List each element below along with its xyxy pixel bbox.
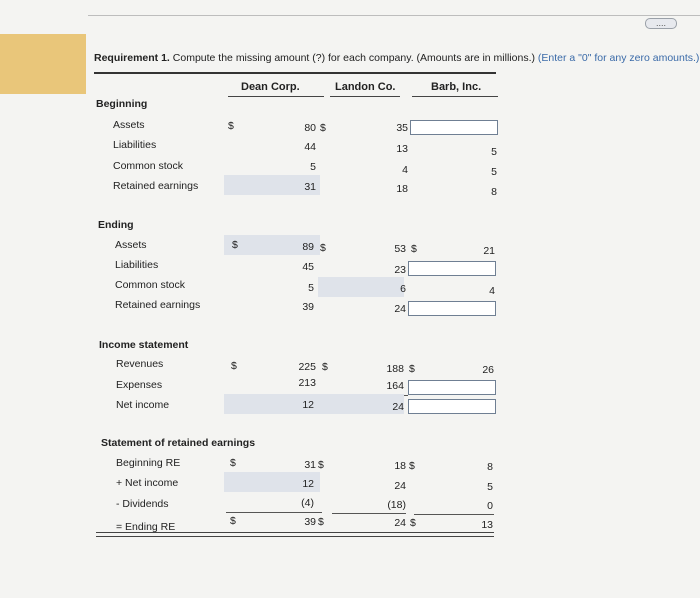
section-title-ending: Ending xyxy=(98,219,134,231)
dollar-sign: $ xyxy=(232,239,238,251)
requirement-hint: (Enter a "0" for any zero amounts.) xyxy=(534,52,700,64)
value-landon: 188 xyxy=(386,363,404,375)
value-dean: 44 xyxy=(304,141,316,153)
value-landon: 24 xyxy=(394,517,406,529)
section-title-statement-retained-earnings: Statement of retained earnings xyxy=(101,437,256,449)
value-dean: 12 xyxy=(302,478,314,490)
answer-input-barb-ending-retained-earnings[interactable] xyxy=(408,301,496,316)
section-title-income-statement: Income statement xyxy=(99,339,189,351)
row-label: Common stock xyxy=(113,160,184,172)
value-dean: 225 xyxy=(298,361,316,373)
value-dean: 39 xyxy=(304,516,316,528)
requirement-instruction xyxy=(94,52,699,64)
value-barb: 26 xyxy=(482,364,494,376)
dollar-sign: $ xyxy=(318,516,324,528)
row-label: Liabilities xyxy=(113,139,157,151)
col-header-dean: Dean Corp. xyxy=(241,81,300,93)
row-label: + Net income xyxy=(116,477,179,489)
row-label: Assets xyxy=(115,239,147,251)
value-landon: 4 xyxy=(402,164,408,176)
row-label: Common stock xyxy=(115,279,186,291)
value-barb: 0 xyxy=(487,500,493,512)
value-dean: 213 xyxy=(298,377,316,389)
value-dean: 31 xyxy=(304,181,316,193)
value-barb: 5 xyxy=(491,166,497,178)
value-landon: 18 xyxy=(396,183,408,195)
col-header-barb: Barb, Inc. xyxy=(431,81,482,93)
total-rule xyxy=(332,513,406,514)
value-landon: 24 xyxy=(394,480,406,492)
col-header-landon: Landon Co. xyxy=(335,81,396,93)
row-label: Net income xyxy=(116,399,170,411)
value-barb: 21 xyxy=(483,245,495,257)
value-barb: 5 xyxy=(491,146,497,158)
value-barb: 8 xyxy=(491,186,497,198)
bottom-double-rule xyxy=(96,532,494,537)
dollar-sign: $ xyxy=(228,120,234,132)
answer-input-barb-beginning-assets[interactable] xyxy=(410,120,498,135)
row-label: Revenues xyxy=(116,358,164,370)
row-label: Liabilities xyxy=(115,259,159,271)
value-dean: 5 xyxy=(308,282,314,294)
dollar-sign: $ xyxy=(231,360,237,372)
dollar-sign: $ xyxy=(322,361,328,373)
value-barb: 4 xyxy=(489,285,495,297)
value-landon: 35 xyxy=(396,122,408,134)
value-landon: 24 xyxy=(392,401,404,413)
value-landon: 164 xyxy=(386,380,404,392)
answer-input-barb-expenses[interactable] xyxy=(408,380,496,395)
value-dean: 80 xyxy=(304,122,316,134)
answer-input-barb-ending-liabilities[interactable] xyxy=(408,261,496,276)
value-landon: 24 xyxy=(394,303,406,315)
dollar-sign: $ xyxy=(409,363,415,375)
value-dean: 5 xyxy=(310,161,316,173)
dollar-sign: $ xyxy=(230,515,236,527)
value-dean: 39 xyxy=(302,301,314,313)
header-rule xyxy=(94,72,496,74)
section-title-beginning: Beginning xyxy=(96,98,148,110)
total-rule xyxy=(226,512,322,513)
value-dean: 45 xyxy=(302,261,314,273)
value-dean: 12 xyxy=(302,399,314,411)
total-rule xyxy=(414,514,494,515)
value-landon: 18 xyxy=(394,460,406,472)
requirement-tab xyxy=(0,34,86,94)
value-barb: 5 xyxy=(487,481,493,493)
value-dean: 89 xyxy=(302,241,314,253)
answer-input-barb-net-income[interactable] xyxy=(408,399,496,414)
value-dean: (4) xyxy=(301,497,314,509)
row-label: Expenses xyxy=(116,379,163,391)
value-landon: 53 xyxy=(394,243,406,255)
dollar-sign: $ xyxy=(318,459,324,471)
requirement-text: Compute the missing amount (?) for each company. (Amounts are in millions.) xyxy=(169,52,535,64)
dollar-sign: $ xyxy=(410,517,416,529)
col-underline-barb xyxy=(412,96,498,97)
col-underline-landon xyxy=(330,96,400,97)
value-landon: 6 xyxy=(400,283,406,295)
col-underline-dean xyxy=(228,96,324,97)
value-dean: 31 xyxy=(304,459,316,471)
requirement-title: Requirement 1. xyxy=(94,52,170,64)
row-label: Retained earnings xyxy=(113,180,199,192)
row-label: = Ending RE xyxy=(116,521,176,533)
dollar-sign: $ xyxy=(230,457,236,469)
top-divider xyxy=(88,15,700,16)
dollar-sign: $ xyxy=(320,122,326,134)
value-landon: 13 xyxy=(396,143,408,155)
row-label: - Dividends xyxy=(116,498,169,510)
row-label: Retained earnings xyxy=(115,299,201,311)
dollar-sign: $ xyxy=(409,460,415,472)
value-barb: 13 xyxy=(481,519,493,531)
more-button[interactable]: .... xyxy=(645,18,677,29)
value-barb: 8 xyxy=(487,461,493,473)
dollar-sign: $ xyxy=(411,243,417,255)
row-label: Beginning RE xyxy=(116,457,181,469)
value-landon: 23 xyxy=(394,264,406,276)
row-label: Assets xyxy=(113,119,145,131)
dollar-sign: $ xyxy=(320,242,326,254)
value-landon: (18) xyxy=(387,499,406,511)
